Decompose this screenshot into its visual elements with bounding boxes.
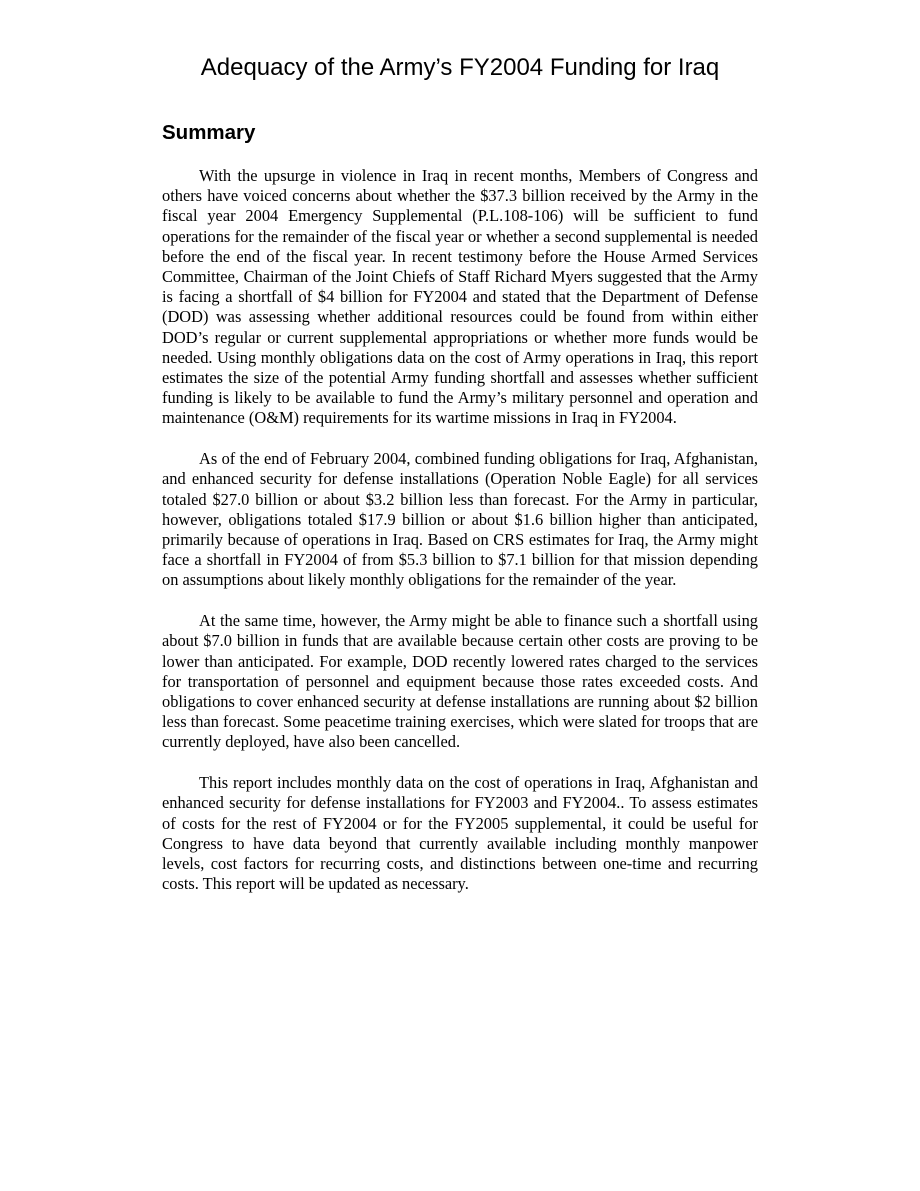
section-heading-summary: Summary [162, 121, 256, 144]
summary-paragraph-4: This report includes monthly data on the cost of operations in Iraq, Afghanistan and enhanced security for defense installations for FY2003 and FY2004.. To assess estimates of costs for the rest of FY2004 or for the FY2005 supplemental, it could be useful for Congress to have data beyond that currently available including monthly manpower levels, cost factors for recurring costs, and distinctions between one-time and recurring costs. This report will be updated as necessary. [162, 773, 758, 894]
summary-body [162, 166, 758, 915]
summary-paragraph-1: With the upsurge in violence in Iraq in recent months, Members of Congress and others have voiced concerns about whether the $37.3 billion received by the Army in the fiscal year 2004 Emergency Supplemental (P.L.108-106) will be sufficient to fund operations for the remainder of the fiscal year or whether a second supplemental is needed before the end of the fiscal year. In recent testimony before the House Armed Services Committee, Chairman of the Joint Chiefs of Staff Richard Myers suggested that the Army is facing a shortfall of $4 billion for FY2004 and stated that the Department of Defense (DOD) was assessing whether additional resources could be found from within either DOD’s regular or current supplemental appropriations or whether more funds would be needed. Using monthly obligations data on the cost of Army operations in Iraq, this report estimates the size of the potential Army funding shortfall and assesses whether sufficient funding is likely to be available to fund the Army’s military personnel and operation and maintenance (O&M) requirements for its wartime missions in Iraq in FY2004. [162, 166, 758, 428]
document-title: Adequacy of the Army’s FY2004 Funding for Iraq [200, 54, 720, 81]
summary-paragraph-2: As of the end of February 2004, combined funding obligations for Iraq, Afghanistan, and enhanced security for defense installations (Operation Noble Eagle) for all services totaled $27.0 billion or about $3.2 billion less than forecast. For the Army in particular, however, obligations totaled $17.9 billion or about $1.6 billion higher than anticipated, primarily because of operations in Iraq. Based on CRS estimates for Iraq, the Army might face a shortfall in FY2004 of from $5.3 billion to $7.1 billion for that mission depending on assumptions about likely monthly obligations for the remainder of the year. [162, 449, 758, 590]
summary-paragraph-3: At the same time, however, the Army might be able to finance such a shortfall using about $7.0 billion in funds that are available because certain other costs are proving to be lower than anticipated. For example, DOD recently lowered rates charged to the services for transportation of personnel and equipment because those rates exceeded costs. And obligations to cover enhanced security at defense installations are running about $2 billion less than forecast. Some peacetime training exercises, which were slated for troops that are currently deployed, have also been cancelled. [162, 611, 758, 752]
